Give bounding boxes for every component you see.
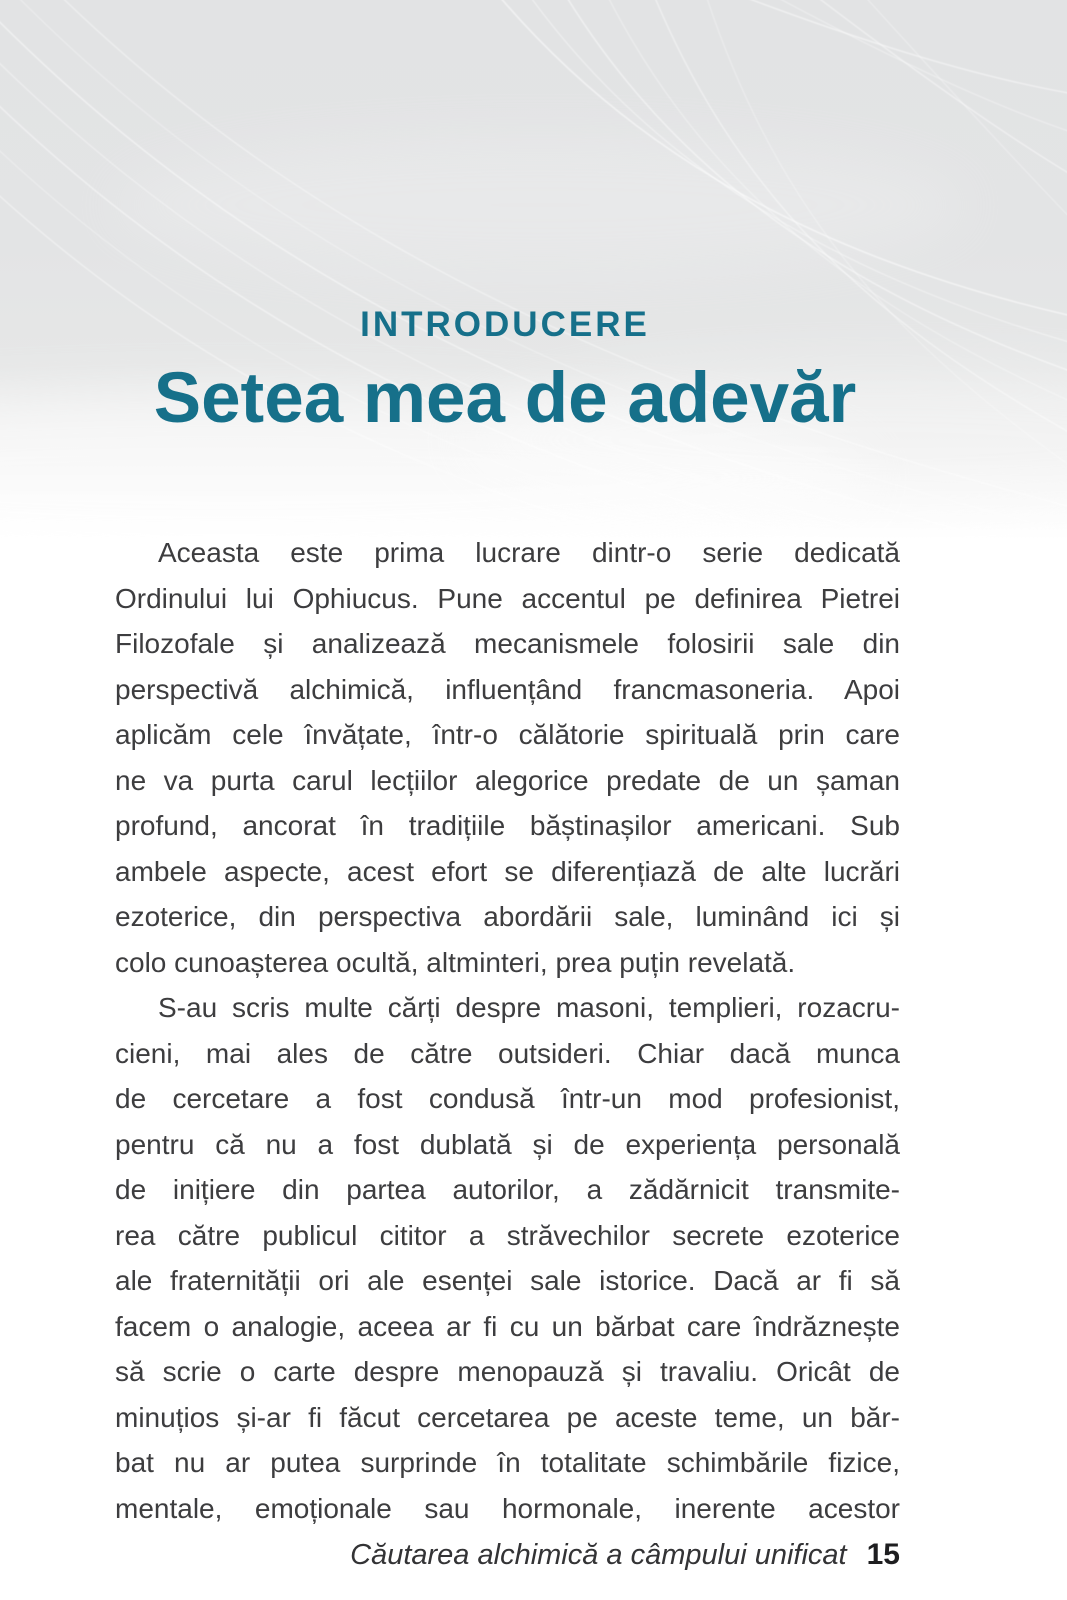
text-line: ezoterice, din perspectiva abordării sale, luminând ici și: [115, 901, 900, 932]
text-line: rea către publicul cititor a străvechilor secrete ezoterice: [115, 1219, 900, 1251]
text-line: Filozofale și analizează mecanismele folosirii sale din: [115, 628, 900, 659]
chapter-header-background: [0, 0, 1067, 540]
text-line: minuțios și-ar fi făcut cercetarea pe aceste teme, un băr-: [115, 1401, 900, 1433]
text-line: aplicăm cele învățate, într-o călătorie spirituală prin care: [115, 719, 900, 750]
text-line: Ordinului lui Ophiucus. Pune accentul pe definirea Pietrei: [115, 582, 900, 614]
text-line: profund, ancorat în tradițiile băștinașilor americani. Sub: [115, 810, 900, 841]
text-line: cieni, mai ales de către outsideri. Chiar dacă munca: [115, 1037, 900, 1069]
decorative-swirls-graphic: [0, 0, 1067, 540]
chapter-title: Setea mea de adevăr: [153, 359, 857, 438]
page-footer: [115, 1538, 900, 1572]
running-footer-book-title: Căutarea alchimică a câmpului unificat: [350, 1539, 847, 1571]
text-line: facem o analogie, aceea ar fi cu un bărbat care îndrăznește: [115, 1310, 900, 1342]
text-line: mentale, emoționale sau hormonale, inerente acestor: [115, 1492, 900, 1524]
text-line: să scrie o carte despre menopauză și travaliu. Oricât de: [115, 1356, 900, 1387]
chapter-kicker: INTRODUCERE: [360, 305, 650, 344]
text-line: ale fraternității ori ale esenței sale istorice. Dacă ar fi să: [115, 1265, 900, 1296]
text-line: Aceasta este prima lucrare dintr-o serie dedicată: [158, 537, 900, 568]
text-line: bat nu ar putea surprinde în totalitate schimbările fizice,: [115, 1447, 900, 1478]
text-line: de cercetare a fost condusă într-un mod profesionist,: [115, 1083, 900, 1114]
text-line: S-au scris multe cărți despre masoni, templieri, rozacru-: [158, 992, 900, 1023]
text-line: pentru că nu a fost dublată și de experiența personală: [115, 1128, 900, 1160]
text-line: ambele aspecte, acest efort se diferențiază de alte lucrări: [115, 855, 900, 887]
text-line: perspectivă alchimică, influențând francmasoneria. Apoi: [115, 673, 900, 705]
page-number: 15: [866, 1538, 900, 1571]
text-line: colo cunoașterea ocultă, altminteri, prea puțin revelată.: [115, 946, 796, 978]
text-line: de inițiere din partea autorilor, a zădărnicit transmite-: [115, 1174, 900, 1205]
body-text: [115, 530, 900, 1531]
text-line: ne va purta carul lecțiilor alegorice predate de un șaman: [115, 764, 900, 796]
